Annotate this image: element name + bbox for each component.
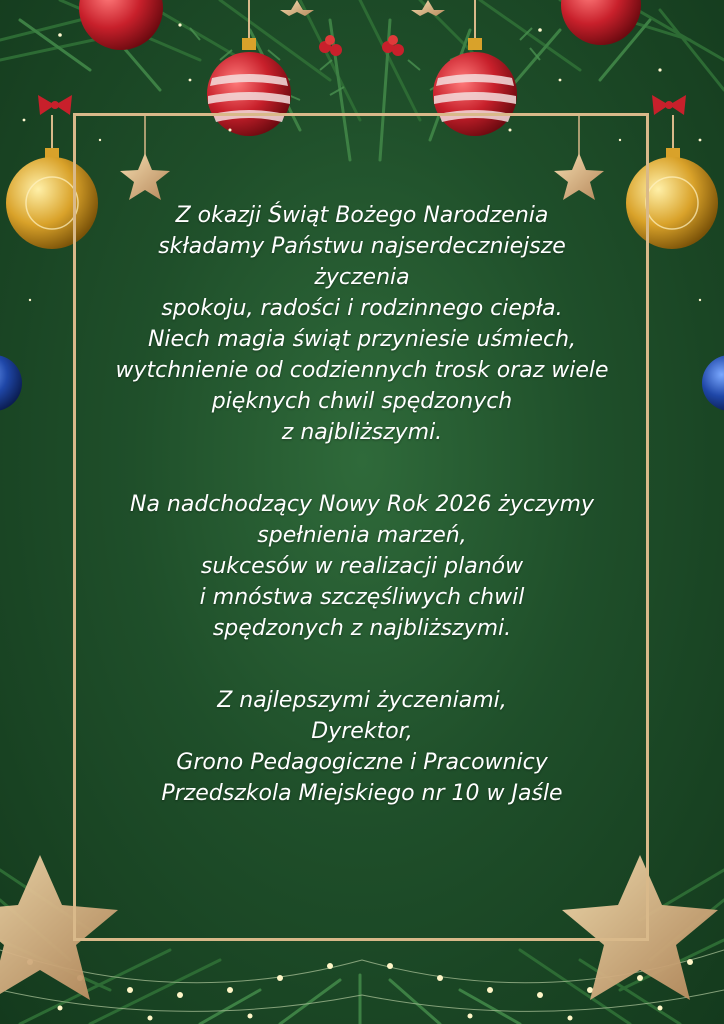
text-line: i mnóstwa szczęśliwych chwil [199, 585, 525, 610]
text-line: Na nadchodzący Nowy Rok 2026 życzymy [130, 492, 594, 517]
text-line: spędzonych z najbliższymi. [212, 616, 512, 641]
text-line: Dyrektor, [311, 719, 413, 744]
text-line: z najbliższymi. [281, 420, 443, 445]
text-line: sukcesów w realizacji planów [200, 554, 524, 579]
text-line: Niech magia świąt przyniesie uśmiech, [147, 327, 577, 352]
greeting-text [60, 200, 664, 809]
signature [60, 685, 664, 809]
text-line: Z okazji Świąt Bożego Narodzenia [175, 203, 549, 228]
greeting-paragraph-1 [60, 200, 664, 448]
text-line: życzenia [314, 265, 410, 290]
text-line: spełnienia marzeń, [257, 523, 467, 548]
text-line: wytchnienie od codziennych trosk oraz wiele [115, 358, 609, 383]
red-ornament-icon [79, 0, 641, 50]
text-line: składamy Państwu najserdeczniejsze [158, 234, 566, 259]
text-line: Przedszkola Miejskiego nr 10 w Jaśle [161, 781, 563, 806]
text-line: Grono Pedagogiczne i Pracownicy [176, 750, 548, 775]
greeting-paragraph-2 [60, 489, 664, 644]
holly-berries [319, 35, 404, 56]
text-line: pięknych chwil spędzonych [211, 389, 513, 414]
text-line: Z najlepszymi życzeniami, [217, 688, 507, 713]
text-line: spokoju, radości i rodzinnego ciepła. [161, 296, 563, 321]
red-bow-icon [38, 95, 686, 115]
